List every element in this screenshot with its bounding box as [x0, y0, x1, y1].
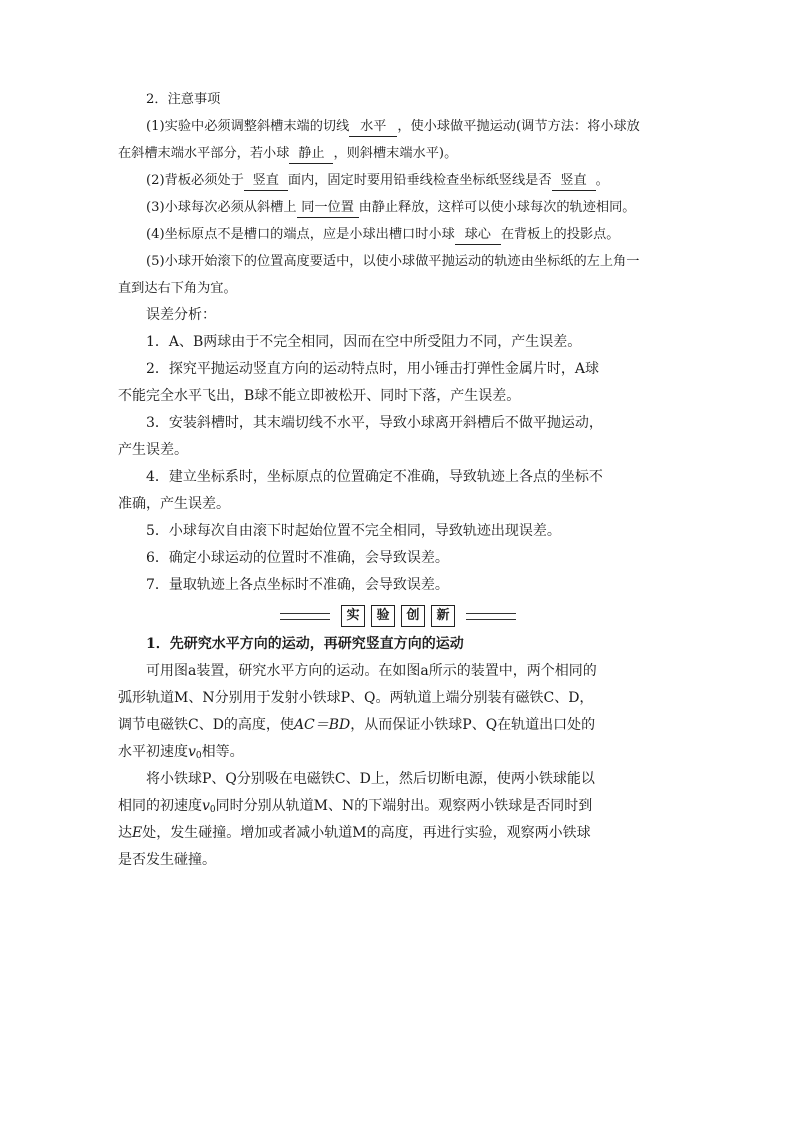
error-item-3-line1: 3．安装斜槽时，其末端切线不水平，导致小球离开斜槽后不做平抛运动， [146, 415, 603, 431]
error-item-6: 6．确定小球运动的位置时不准确，会导致误差。 [146, 550, 449, 566]
error-item-2-line1: 2．探究平抛运动竖直方向的运动特点时，用小锤击打弹性金属片时，A球 [146, 361, 600, 377]
error-item-1: 1．A、B两球由于不完全相同，因而在空中所受阻力不同，产生误差。 [146, 334, 582, 350]
innovation-p2-line1: 将小铁球P、Q分别吸在电磁铁C、D上，然后切断电源，使两小铁球能以 [146, 771, 595, 787]
velocity-symbol: v [202, 798, 210, 814]
section-banner [118, 603, 678, 629]
banner-rule-left [280, 613, 330, 620]
note-item-1-line1: (1)实验中必须调整斜槽末端的切线 水平 ，使小球做平抛运动(调节方法：将小球放 [118, 113, 678, 140]
innovation-p1-line2: 弧形轨道M、N分别用于发射小铁球P、Q。两轨道上端分别装有磁铁C、D， [118, 690, 594, 706]
banner-char: 实 [341, 605, 365, 627]
banner-char: 验 [371, 605, 395, 627]
fill-blank: 同一位置 [297, 199, 359, 218]
note-item-1-line2: 在斜槽末端水平部分，若小球 静止 ，则斜槽末端水平)。 [118, 140, 678, 167]
error-item-7: 7．量取轨迹上各点坐标时不准确，会导致误差。 [146, 577, 449, 593]
error-item-4-line1: 4．建立坐标系时，坐标原点的位置确定不准确，导致轨迹上各点的坐标不 [146, 469, 603, 485]
notes-heading: 2．注意事项 [146, 92, 221, 107]
error-item-4-line2: 准确，产生误差。 [118, 496, 230, 512]
innovation-p2-line2: 相同的初速度$v_0$同时分别从轨道M、N的下端射出。观察两小铁球是否同时到 [118, 798, 593, 815]
point-symbol: E [132, 825, 143, 841]
note-item-3: (3)小球每次必须从斜槽上 同一位置 由静止释放，这样可以使小球每次的轨迹相同。 [118, 194, 678, 221]
note-item-4: (4)坐标原点不是槽口的端点，应是小球出槽口时小球 球心 在背板上的投影点。 [118, 221, 678, 248]
note-item-2: (2)背板必须处于 竖直 面内，固定时要用铅垂线检查坐标纸竖线是否 竖直 。 [118, 167, 678, 194]
banner-rule-right [466, 613, 516, 620]
fill-blank: 竖直 [552, 172, 596, 191]
innovation-p1-line4: 水平初速度$v_0$相等。 [118, 744, 244, 761]
fill-blank: 静止 [289, 145, 333, 164]
document-page [118, 86, 678, 874]
error-item-5: 5．小球每次自由滚下时起始位置不完全相同，导致轨迹出现误差。 [146, 523, 561, 539]
errors-heading: 误差分析： [146, 307, 216, 323]
error-item-3-line2: 产生误差。 [118, 442, 188, 458]
fill-blank: 竖直 [244, 172, 288, 191]
note-item-5-line1: (5)小球开始滚下的位置高度要适中，以使小球做平抛运动的轨迹由坐标纸的左上角一 [146, 254, 640, 269]
fill-blank: 球心 [455, 226, 501, 245]
banner-char: 新 [431, 605, 455, 627]
innovation-p2-line4: 是否发生碰撞。 [118, 852, 216, 868]
note-item-5-line2: 直到达右下角为宜。 [118, 281, 237, 296]
error-item-2-line2: 不能完全水平飞出，B球不能立即被松开、同时下落，产生误差。 [118, 388, 521, 404]
innovation-p1-line3: 调节电磁铁C、D的高度，使AC＝BD，从而保证小铁球P、Q在轨道出口处的 [118, 717, 596, 733]
banner-char: 创 [401, 605, 425, 627]
innovation-heading: 1．先研究水平方向的运动，再研究竖直方向的运动 [146, 636, 464, 652]
innovation-p2-line3: 达E处，发生碰撞。增加或者减小轨道M的高度，再进行实验，观察两小铁球 [118, 825, 591, 841]
equation: AC＝BD [293, 717, 351, 733]
fill-blank: 水平 [349, 118, 397, 137]
innovation-p1-line1: 可用图a装置，研究水平方向的运动。在如图a所示的装置中，两个相同的 [146, 663, 597, 679]
velocity-symbol: v [188, 744, 196, 760]
